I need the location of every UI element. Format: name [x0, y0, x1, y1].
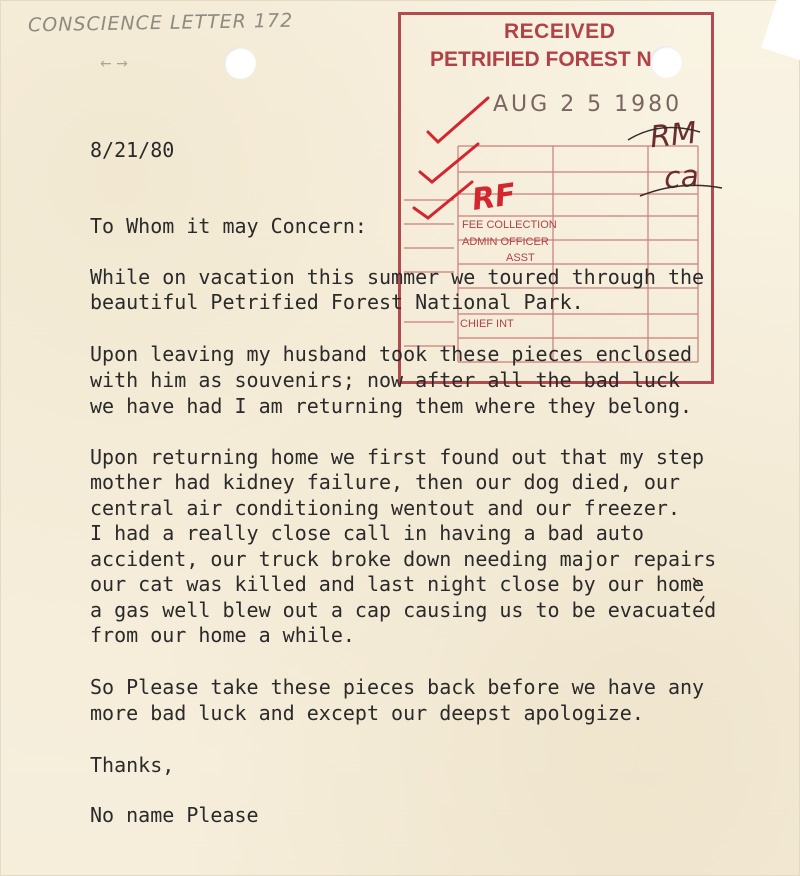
paragraph-4-line-2: more bad luck and except our deepst apologize.: [90, 701, 644, 725]
handwritten-title: CONSCIENCE LETTER 172: [27, 9, 294, 37]
routing-label-fee: FEE COLLECTION: [462, 219, 557, 231]
handwritten-red-initials: RF: [469, 177, 518, 218]
pencil-arrow-mark: ← →: [100, 56, 128, 72]
stamp-park-name: PETRIFIED FOREST N: [430, 48, 652, 71]
letter-closing: Thanks,: [90, 753, 175, 777]
letter-signature: No name Please: [90, 803, 259, 827]
letter-salutation: To Whom it may Concern:: [90, 214, 367, 238]
paragraph-2-line-2: with him as souvenirs; now after all the bad luck: [90, 368, 681, 392]
routing-label-admin: ADMIN OFFICER: [462, 236, 549, 248]
handwritten-initials-rm: RM: [648, 115, 699, 156]
routing-label-chief: CHIEF INT: [460, 318, 514, 330]
paragraph-3-line-4: I had a really close call in having a bad auto: [90, 521, 644, 545]
paragraph-1-line-2: beautiful Petrified Forest National Park.: [90, 290, 584, 314]
paragraph-3-line-7: a gas well blew out a cap causing us to be evacuated: [90, 598, 717, 622]
stamp-received-label: RECEIVED: [504, 20, 616, 43]
paragraph-1-line-1: While on vacation this summer we toured through the: [90, 265, 705, 289]
paragraph-3-line-5: accident, our truck broke down needing major repairs: [90, 547, 717, 571]
routing-label-asst: ASST: [506, 252, 535, 264]
paragraph-2-line-1: Upon leaving my husband took these pieces enclosed: [90, 342, 693, 366]
paragraph-3-line-8: from our home a while.: [90, 623, 355, 647]
paragraph-4-line-1: So Please take these pieces back before we have any: [90, 675, 705, 699]
letter-date: 8/21/80: [90, 138, 175, 162]
handwritten-initials-ca: ca: [662, 158, 701, 197]
paragraph-3-line-1: Upon returning home we first found out that my step: [90, 445, 705, 469]
paragraph-3-line-3: central air conditioning wentout and our freezer.: [90, 496, 681, 520]
paragraph-2-line-3: we have had I am returning them where they belong.: [90, 394, 693, 418]
paragraph-3-line-6: our cat was killed and last night close by our home: [90, 572, 705, 596]
paragraph-3-line-2: mother had kidney failure, then our dog died, our: [90, 470, 681, 494]
stamp-date: AUG 2 5 1980: [493, 92, 683, 117]
